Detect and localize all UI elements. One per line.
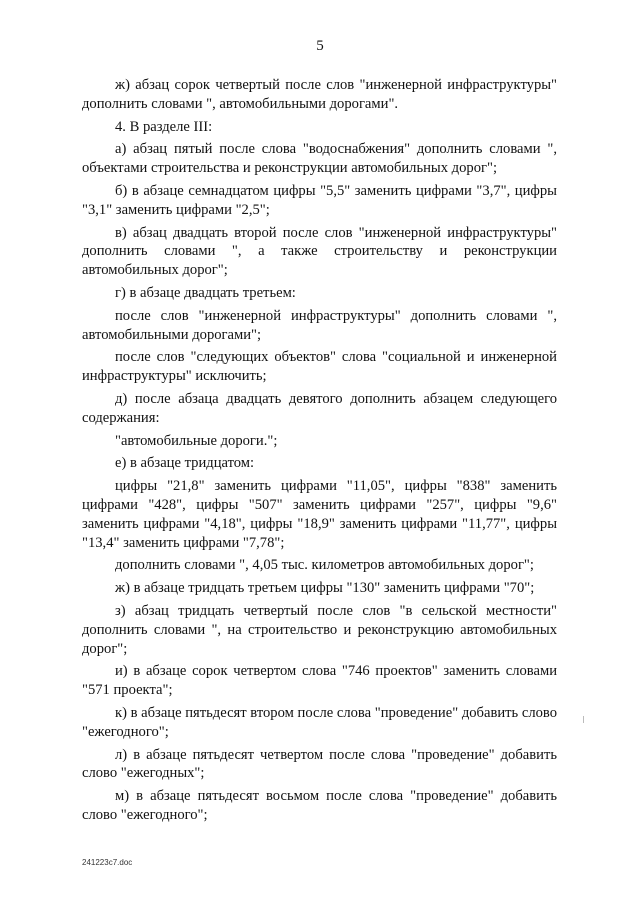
paragraph-zh-44: ж) абзац сорок четвертый после слов "инженерной инфраструктуры" дополнить словами ", автомобильными дорогами". [82,77,557,112]
paragraph-zh: ж) в абзаце тридцать третьем цифры "130" заменить цифрами "70"; [115,580,535,597]
paragraph-k: к) в абзаце пятьдесят втором после слова "проведение" добавить слово "ежегодного"; [82,704,557,740]
paragraph-b: б) в абзаце семнадцатом цифры "5,5" заменить цифрами "3,7", цифры "3,1" заменить цифрами "2,5"; [82,182,557,218]
paragraph-l: л) в абзаце пятьдесят четвертом после слова "проведение" добавить слово "ежегодных"; [82,746,557,782]
paragraph-section-4: 4. В разделе III: [115,118,213,135]
paragraph-d: д) после абзаца двадцать девятого дополнить абзацем следующего содержания: [82,390,557,426]
paragraph-i: и) в абзаце сорок четвертом слова "746 проектов" заменить словами "571 проекта"; [82,663,557,699]
paragraph-z: з) абзац тридцать четвертый после слов "в сельской местности" дополнить словами ", на строительство и реконструкцию автомобильных дорог"; [82,602,557,657]
paragraph-m: м) в абзаце пятьдесят восьмом после слова "проведение" добавить слово "ежегодного"; [82,788,557,823]
paragraph-g: г) в абзаце двадцать третьем: [115,284,296,301]
paragraph-e: е) в абзаце тридцатом: [115,455,255,472]
margin-mark [583,716,584,723]
paragraph-g-2: после слов "следующих объектов" слова "социальной и инженерной инфраструктуры" исключить; [82,349,557,385]
paragraph-a: а) абзац пятый после слова "водоснабжения" дополнить словами ", объектами строительства и реконструкции автомобильных дорог"; [82,141,557,177]
document-body [82,76,557,829]
paragraph-e-2: дополнить словами ", 4,05 тыс. километров автомобильных дорог"; [115,557,534,574]
page-number: 5 [316,38,324,54]
paragraph-e-1: цифры "21,8" заменить цифрами "11,05", цифры "838" заменить цифрами "428", цифры "507" заменить цифрами "257", цифры "9,6" заменить цифрами "4,18", цифры "18,9" заменить цифрами "11,77", цифры "13,4" заменить цифрами "7,78"; [82,478,557,551]
paragraph-d-content: "автомобильные дороги."; [115,432,278,449]
paragraph-v: в) абзац двадцать второй после слов "инженерной инфраструктуры" дополнить словами ", а также строительству и реконструкции автомобильных дорог"; [82,224,557,279]
paragraph-g-1: после слов "инженерной инфраструктуры" дополнить словами ", автомобильными дорогами"; [82,307,557,343]
footer-file-code: 241223c7.doc [82,858,133,867]
